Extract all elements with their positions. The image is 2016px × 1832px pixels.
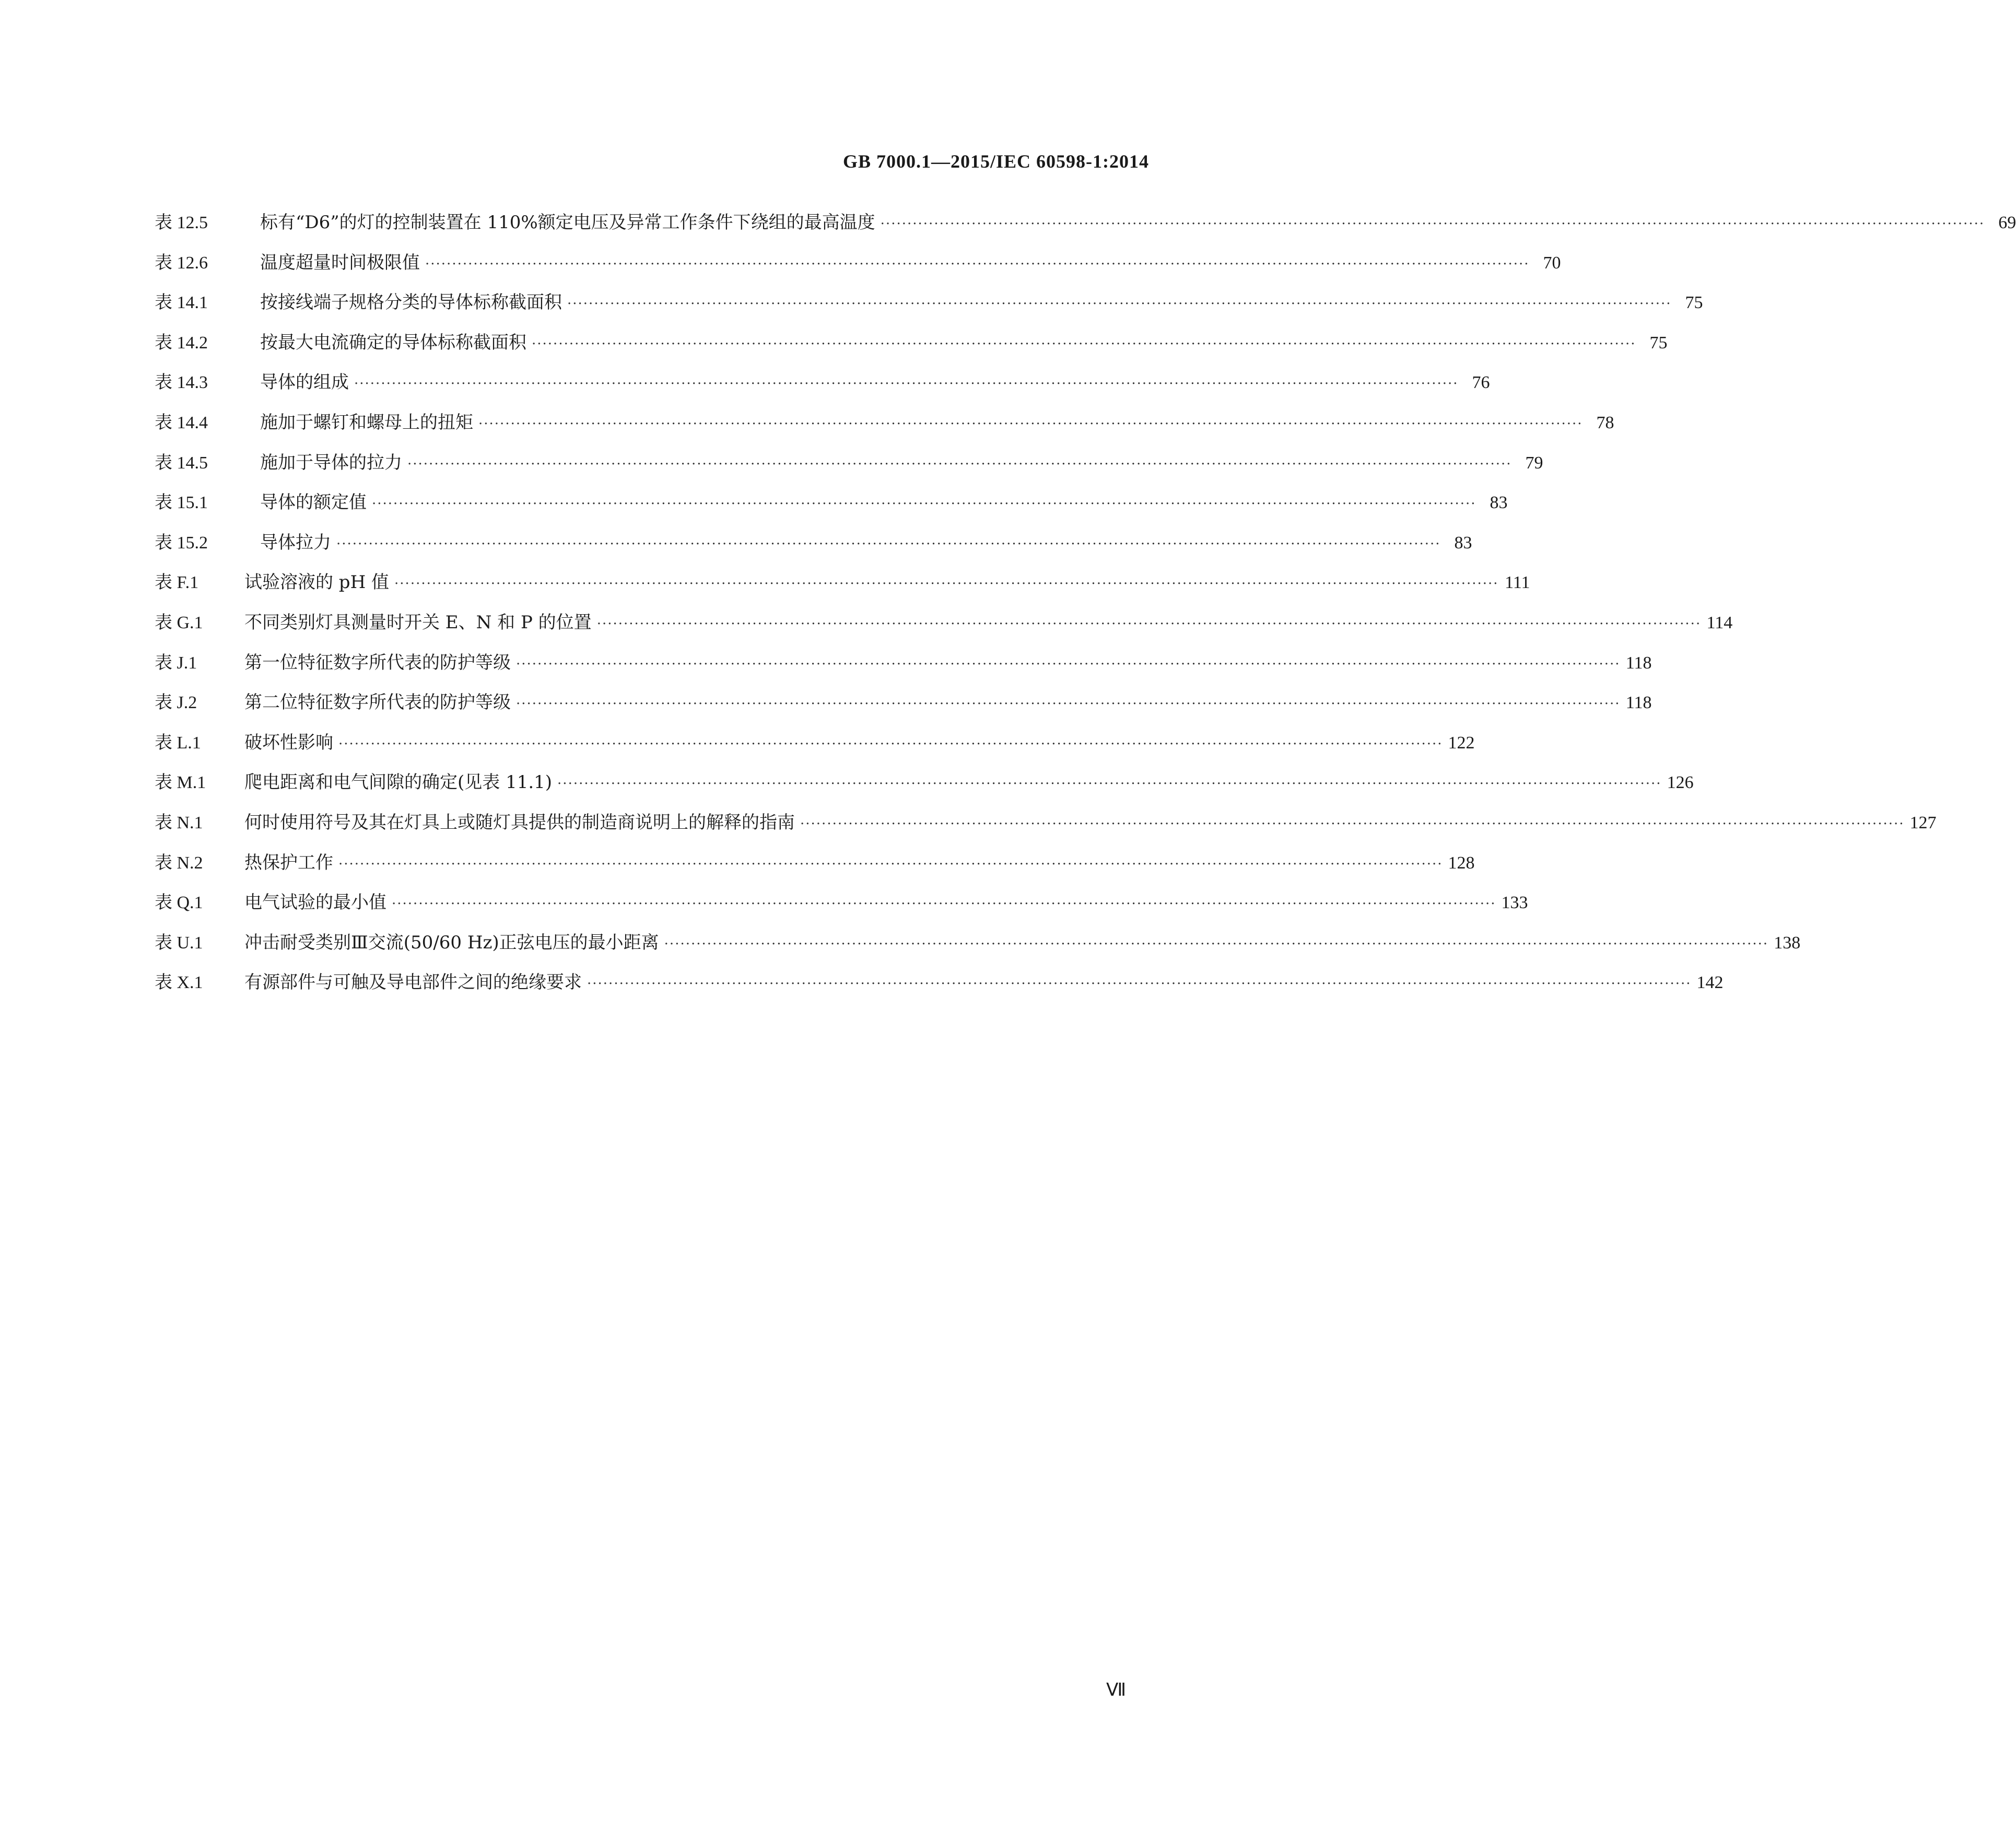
dot-leader (338, 856, 1443, 872)
dot-leader (338, 736, 1443, 752)
toc-entry-title: 破坏性影响 (244, 732, 333, 753)
toc-entry-number: 表 14.3 (155, 373, 208, 393)
toc-entry-page: 83 (1490, 493, 1508, 513)
toc-entry-number: 表 15.2 (155, 533, 208, 553)
dot-leader (425, 256, 1530, 272)
dot-leader (394, 576, 1499, 592)
toc-entry-number: 表 F.1 (155, 573, 199, 593)
toc-entry-number: 表 J.2 (155, 693, 197, 713)
toc-entry-title: 导体拉力 (260, 532, 331, 553)
toc-entry[interactable] (155, 728, 1475, 768)
toc-entry[interactable] (155, 288, 1703, 328)
toc-entry-title: 施加于螺钉和螺母上的扭矩 (260, 412, 473, 433)
toc-entry-page: 69 (1998, 213, 2016, 232)
toc-entry[interactable] (155, 528, 1472, 568)
toc-entry-title: 爬电距离和电气间隙的确定(见表 11.1) (244, 772, 553, 793)
toc-entry[interactable] (155, 368, 1490, 408)
toc-entry-number: 表 G.1 (155, 613, 203, 632)
toc-entry[interactable] (155, 328, 1668, 368)
toc-entry-number: 表 Q.1 (155, 893, 203, 913)
toc-entry-page: 138 (1774, 933, 1801, 953)
toc-entry-number: 表 X.1 (155, 973, 203, 993)
toc-entry[interactable] (155, 568, 1530, 608)
toc-entry-title: 第一位特征数字所代表的防护等级 (244, 652, 511, 673)
toc-entry-number: 表 J.1 (155, 653, 197, 673)
toc-entry-title: 按接线端子规格分类的导体标称截面积 (260, 292, 562, 313)
toc-entry-page: 78 (1596, 413, 1614, 432)
toc-entry-title: 冲击耐受类别Ⅲ交流(50/60 Hz)正弦电压的最小距离 (244, 932, 659, 953)
toc-entry[interactable] (155, 768, 1694, 808)
dot-leader (407, 456, 1512, 472)
toc-entry-page: 142 (1696, 973, 1724, 993)
toc-entry-title: 按最大电流确定的导体标称截面积 (260, 332, 526, 353)
toc-entry-number: 表 12.6 (155, 253, 208, 273)
dot-leader (587, 976, 1692, 992)
toc-entry[interactable] (155, 928, 1801, 968)
toc-entry-title: 不同类别灯具测量时开关 E、N 和 P 的位置 (244, 612, 592, 633)
toc-entry-title: 何时使用符号及其在灯具上或随灯具提供的制造商说明上的解释的指南 (244, 812, 795, 833)
toc-entry[interactable] (155, 248, 1561, 288)
toc-entry-number: 表 12.5 (155, 213, 208, 232)
toc-entry-title: 标有“D6”的灯的控制装置在 110%额定电压及异常工作条件下绕组的最高温度 (260, 212, 875, 233)
toc-entry-number: 表 14.5 (155, 453, 208, 473)
toc-entry-number: 表 U.1 (155, 933, 203, 953)
dot-leader (516, 656, 1621, 672)
toc-entry-page: 133 (1501, 893, 1528, 913)
toc-entry-number: 表 N.2 (155, 853, 203, 873)
table-of-tables (155, 208, 2016, 1008)
toc-entry-page: 126 (1667, 773, 1694, 793)
dot-leader (664, 936, 1769, 952)
toc-entry[interactable] (155, 448, 1543, 488)
toc-entry-title: 试验溶液的 pH 值 (244, 572, 390, 593)
toc-entry-title: 热保护工作 (244, 852, 333, 873)
dot-leader (392, 896, 1496, 912)
toc-entry-page: 127 (1909, 813, 1937, 832)
toc-entry-title: 导体的组成 (260, 372, 349, 393)
toc-entry-number: 表 14.4 (155, 413, 208, 432)
toc-entry-page: 75 (1649, 333, 1668, 353)
document-standard-id: GB 7000.1—2015/IEC 60598-1:2014 (842, 151, 1149, 172)
toc-entry-number: 表 14.2 (155, 333, 208, 353)
toc-entry-page: 122 (1448, 733, 1475, 753)
toc-entry-page: 118 (1625, 693, 1652, 713)
toc-entry[interactable] (155, 408, 1614, 448)
toc-entry-number: 表 L.1 (155, 733, 201, 753)
toc-entry[interactable] (155, 888, 1528, 928)
toc-entry-title: 温度超量时间极限值 (260, 252, 420, 273)
toc-entry-number: 表 14.1 (155, 293, 208, 313)
toc-entry-page: 75 (1685, 293, 1703, 313)
toc-entry-title: 施加于导体的拉力 (260, 452, 402, 473)
dot-leader (354, 376, 1459, 392)
toc-entry-title: 电气试验的最小值 (244, 892, 386, 913)
dot-leader (532, 336, 1636, 352)
toc-entry[interactable] (155, 848, 1475, 888)
toc-entry-page: 79 (1525, 453, 1543, 473)
toc-entry-page: 114 (1706, 613, 1733, 632)
dot-leader (336, 536, 1441, 552)
dot-leader (516, 696, 1621, 712)
dot-leader (478, 416, 1583, 432)
dot-leader (567, 296, 1672, 312)
toc-entry[interactable] (155, 488, 1508, 528)
dot-leader (597, 616, 1702, 632)
toc-entry[interactable] (155, 608, 1733, 648)
toc-entry[interactable] (155, 648, 1652, 688)
toc-entry-title: 第二位特征数字所代表的防护等级 (244, 692, 511, 713)
dot-leader (372, 496, 1476, 512)
toc-entry-page: 111 (1505, 573, 1530, 593)
toc-entry[interactable] (155, 688, 1652, 728)
toc-entry-page: 83 (1454, 533, 1472, 553)
toc-entry-number: 表 N.1 (155, 813, 203, 832)
toc-entry[interactable] (155, 968, 1724, 1008)
toc-entry[interactable] (155, 208, 2016, 248)
page-number: Ⅶ (1106, 1681, 1127, 1700)
toc-entry-page: 128 (1448, 853, 1475, 873)
toc-entry-page: 76 (1472, 373, 1490, 393)
toc-entry-page: 118 (1625, 653, 1652, 673)
toc-entry[interactable] (155, 808, 1937, 848)
toc-entry-title: 有源部件与可触及导电部件之间的绝缘要求 (244, 972, 582, 993)
toc-entry-title: 导体的额定值 (260, 492, 367, 513)
toc-entry-number: 表 M.1 (155, 773, 206, 793)
dot-leader (800, 816, 1905, 832)
dot-leader (557, 776, 1662, 792)
toc-entry-number: 表 15.1 (155, 493, 208, 513)
toc-entry-page: 70 (1543, 253, 1561, 273)
dot-leader (881, 216, 1985, 232)
